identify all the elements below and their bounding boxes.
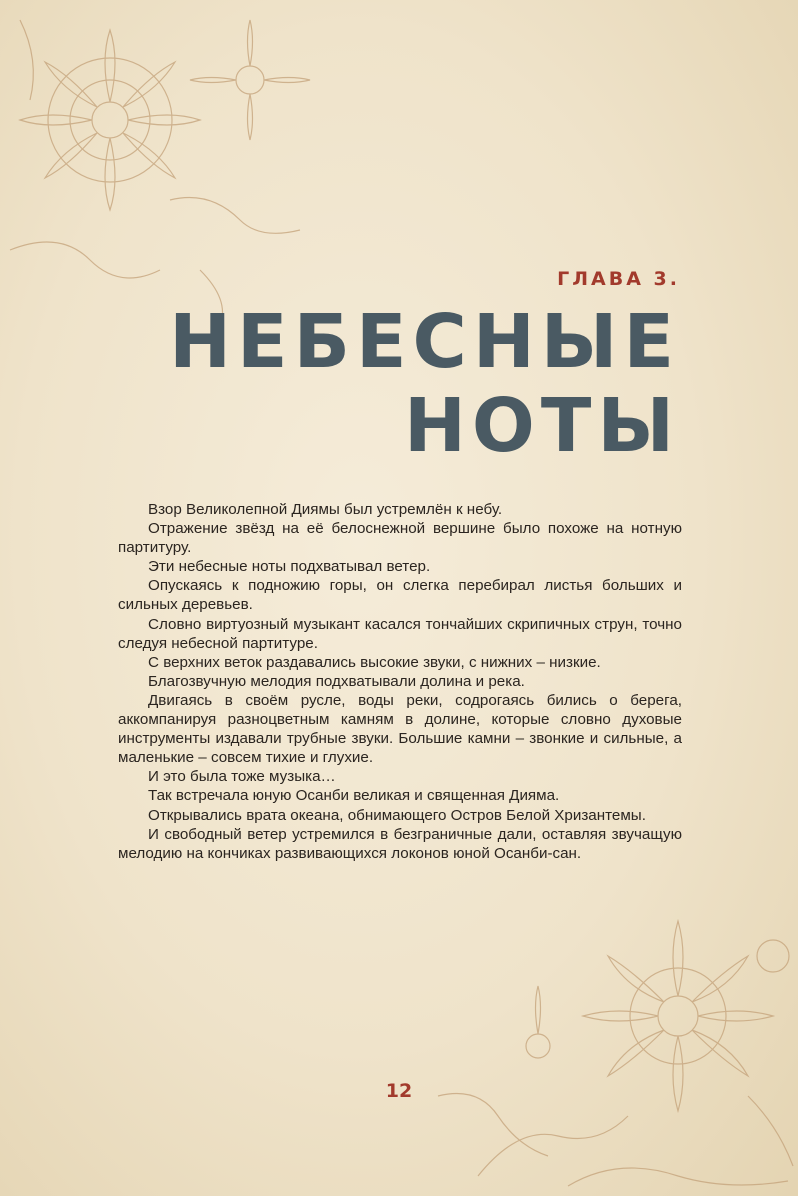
paragraph: Словно виртуозный музыкант касался тончайших скрипичных струн, точно следуя небесной партитуре. <box>118 615 682 652</box>
paragraph: И свободный ветер устремился в безграничные дали, оставляя звучащую мелодию на кончиках развивающихся локонов юной Осанби-сан. <box>118 825 682 862</box>
paragraph: Благозвучную мелодия подхватывали долина и река. <box>148 672 525 690</box>
paragraph: Отражение звёзд на её белоснежной вершине было похоже на нотную партитуру. <box>118 520 682 557</box>
chapter-title-line-1: НЕБЕСНЫЕ <box>169 299 680 385</box>
page-number: 12 <box>385 1080 413 1102</box>
paragraph: С верхних веток раздавались высокие звуки, с нижних – низкие. <box>148 653 601 671</box>
chapter-label: ГЛАВА 3. <box>557 268 680 290</box>
paragraph: И это была тоже музыка… <box>148 768 336 786</box>
chapter-title <box>169 300 680 468</box>
paragraph: Эти небесные ноты подхватывал ветер. <box>148 558 431 576</box>
chrysanthemum-ornament-bottom-right <box>418 896 798 1196</box>
chapter-body <box>118 500 682 863</box>
paragraph: Взор Великолепной Диямы был устремлён к небу. <box>148 501 503 518</box>
chapter-title-line-2: НОТЫ <box>404 383 680 469</box>
paragraph: Так встречала юную Осанби великая и священная Дияма. <box>148 787 560 805</box>
paragraph: Двигаясь в своём русле, воды реки, содрогаясь бились о берега, аккомпанируя разноцветным камням в долине, которые словно духовые инструменты издавали трубные звуки. Большие камни – звонкие и сильные, а маленькие – совсем тихие и глухие. <box>118 691 682 767</box>
paragraph: Открывались врата океана, обнимающего Остров Белой Хризантемы. <box>148 806 646 824</box>
paragraph: Опускаясь к подножию горы, он слегка перебирал листья больших и сильных деревьев. <box>118 577 682 614</box>
chrysanthemum-ornament-top-left <box>0 0 330 330</box>
